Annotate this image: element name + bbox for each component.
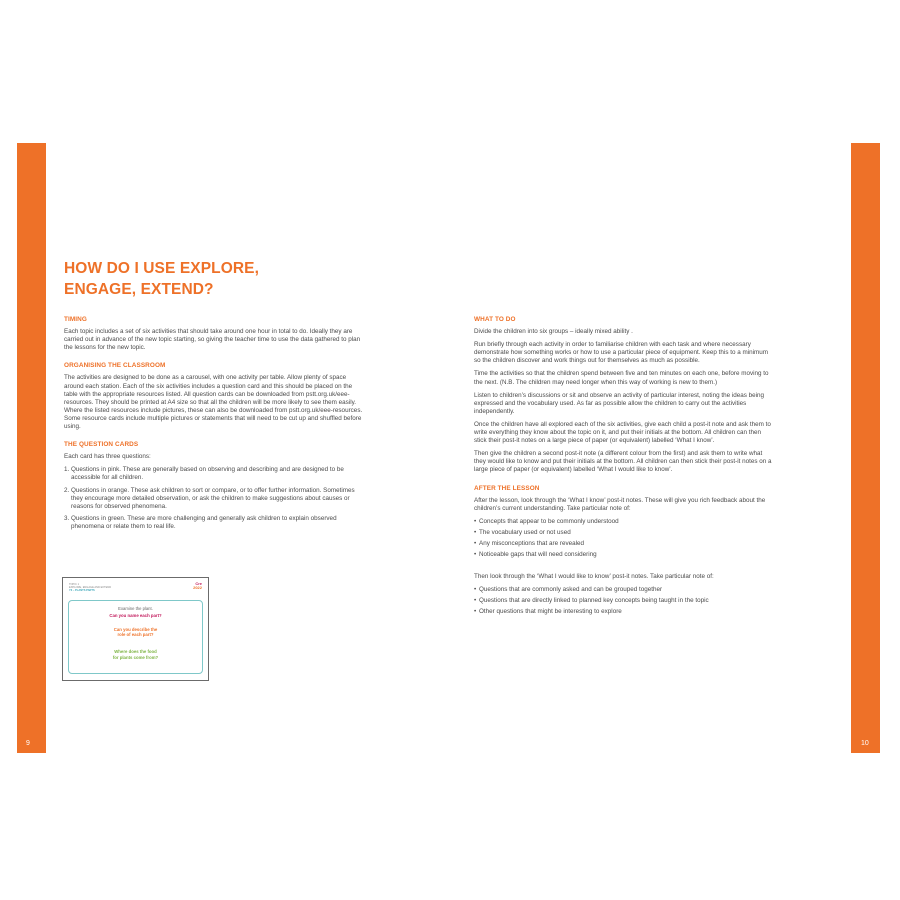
card-header xyxy=(69,583,164,593)
title-line-2: ENGAGE, EXTEND? xyxy=(64,281,214,298)
like-to-know-bullets xyxy=(474,586,774,616)
organising-text: The activities are designed to be done as a carousel, with one activity per table. Allow plenty of space around each station. Each of the six activities includes a question card and this should be placed on the table with the appropriate resources listed. All question cards can be downloaded from pstt.org.uk/eee-resources. They should be printed at A4 size so that all the children will be more likely to see them easily. Where the listed resources include pictures, these can also be downloaded from pstt.org.uk/eee-resources. Some resource cards include multiple pictures or statements that will need to be cut up and shuffled before using. xyxy=(64,374,363,431)
list-item: • The vocabulary used or not used xyxy=(474,529,774,537)
what-to-do-heading: WHAT TO DO xyxy=(474,316,516,323)
question-card-image xyxy=(62,577,209,681)
timing-section xyxy=(64,316,364,352)
card-question-pink: Can you name each part? xyxy=(109,613,162,618)
after-lesson-section xyxy=(474,485,774,617)
page-title xyxy=(64,258,364,300)
list-item: • Questions that are commonly asked and can be grouped together xyxy=(474,586,774,594)
card-strand: Y3 – PLANTS PARTS xyxy=(69,589,95,593)
what-to-do-paragraph: Once the children have all explored each of the six activities, give each child a post-it note and ask them to write everything they know about the topic on it, and put their initials at the bottom. All children can then stick their post-it notes on a large piece of paper (or equivalent) labelled ‘What I know’. xyxy=(474,420,771,445)
after-lesson-heading: AFTER THE LESSON xyxy=(474,484,540,492)
card-logo-text: Cre xyxy=(195,581,202,586)
left-column xyxy=(64,316,364,541)
card-logo xyxy=(193,582,202,590)
card-question-panel xyxy=(68,600,203,674)
card-question-orange-line-2: role of each part? xyxy=(117,632,154,638)
right-column xyxy=(474,316,774,627)
card-logo-sub: 2022 xyxy=(193,585,202,590)
card-intro: Examine the plant. xyxy=(118,606,153,611)
after-lesson-intro: After the lesson, look through the ‘What I know’ post-it notes. These will give you rich feedback about the children’s current understanding. Take particular note of: xyxy=(474,496,766,512)
card-question-orange-line-1: Can you describe the xyxy=(113,627,158,632)
right-page-number: 10 xyxy=(861,740,869,747)
question-cards-heading: THE QUESTION CARDS xyxy=(64,441,139,449)
know-bullets xyxy=(474,518,774,559)
after-lesson-intro-2: Then look through the ‘What I would like to know’ post-it notes. Take particular note of: xyxy=(474,573,714,581)
left-page-edge-bar xyxy=(17,143,46,753)
what-to-do-paragraph: Listen to children’s discussions or sit and observe an activity of particular interest, noting the ideas being expressed and the vocabulary used. As far as possible allow the children to carry out the activities independently. xyxy=(474,391,765,415)
card-series: EXPLORE, ENGAGE AND EXTEND xyxy=(69,586,112,590)
what-to-do-paragraph: Then give the children a second post-it note (a different colour from the first) and ask them to write what they would like to know and put their initials at the bottom. All children can then stick their post-it notes on a large piece of paper (or equivalent) labelled ‘What I would like to know’. xyxy=(474,450,772,474)
right-page-edge-bar xyxy=(851,143,880,753)
question-cards-list xyxy=(64,466,364,531)
question-cards-intro: Each card has three questions: xyxy=(64,453,151,461)
timing-heading: TIMING xyxy=(64,316,87,323)
title-line-1: HOW DO I USE EXPLORE, xyxy=(64,260,260,277)
list-item: • Concepts that appear to be commonly understood xyxy=(474,518,774,526)
list-item: • Noticeable gaps that will need considering xyxy=(474,551,774,559)
what-to-do-paragraph: Run briefly through each activity in order to familiarise children with each task and where necessary demonstrate how something works or how to use a particular piece of equipment. Keep this to a minimum so the children discover and work things out for themselves as much as possible. xyxy=(474,341,769,365)
timing-text: Each topic includes a set of six activities that should take around one hour in total to do. Ideally they are carried out in advance of the new topic starting, so giving the teacher time to use the data gathered to plan the lessons for the new topic. xyxy=(64,328,361,352)
list-item: • Any misconceptions that are revealed xyxy=(474,540,774,548)
what-to-do-paragraph: Divide the children into six groups – ideally mixed ability . xyxy=(474,328,633,336)
list-item: • Other questions that might be interesting to explore xyxy=(474,608,774,616)
card-question-green xyxy=(69,649,202,659)
what-to-do-section xyxy=(474,316,774,475)
card-topic: TOPIC 1 xyxy=(69,583,80,586)
card-question-green-line-2: for plants come from? xyxy=(112,654,159,660)
what-to-do-paragraph: Time the activities so that the children spend between five and ten minutes on each one, before moving to the next. (N.B. The children may need longer when this way of working is new to them.) xyxy=(474,370,769,386)
organising-section xyxy=(64,362,364,431)
list-item: 3. Questions in green. These are more challenging and generally ask children to explain observed phenomena or relate them to real life. xyxy=(64,514,337,530)
organising-heading: ORGANISING THE CLASSROOM xyxy=(64,362,166,370)
list-item: 1. Questions in pink. These are generally based on observing and describing and are designed to be accessible for all children. xyxy=(64,466,344,482)
list-item: 2. Questions in orange. These ask children to sort or compare, or to offer further information. Sometimes they encourage more detailed observation, or ask the children to make suggestions about causes or reasons for observed phenomena. xyxy=(64,486,355,510)
card-question-green-line-1: Where does the food xyxy=(114,649,157,655)
spacer xyxy=(474,564,774,573)
list-item: • Questions that are directly linked to planned key concepts being taught in the topic xyxy=(474,597,774,605)
card-question-orange xyxy=(69,627,202,637)
question-cards-section xyxy=(64,441,364,531)
left-page-number: 9 xyxy=(26,740,30,747)
